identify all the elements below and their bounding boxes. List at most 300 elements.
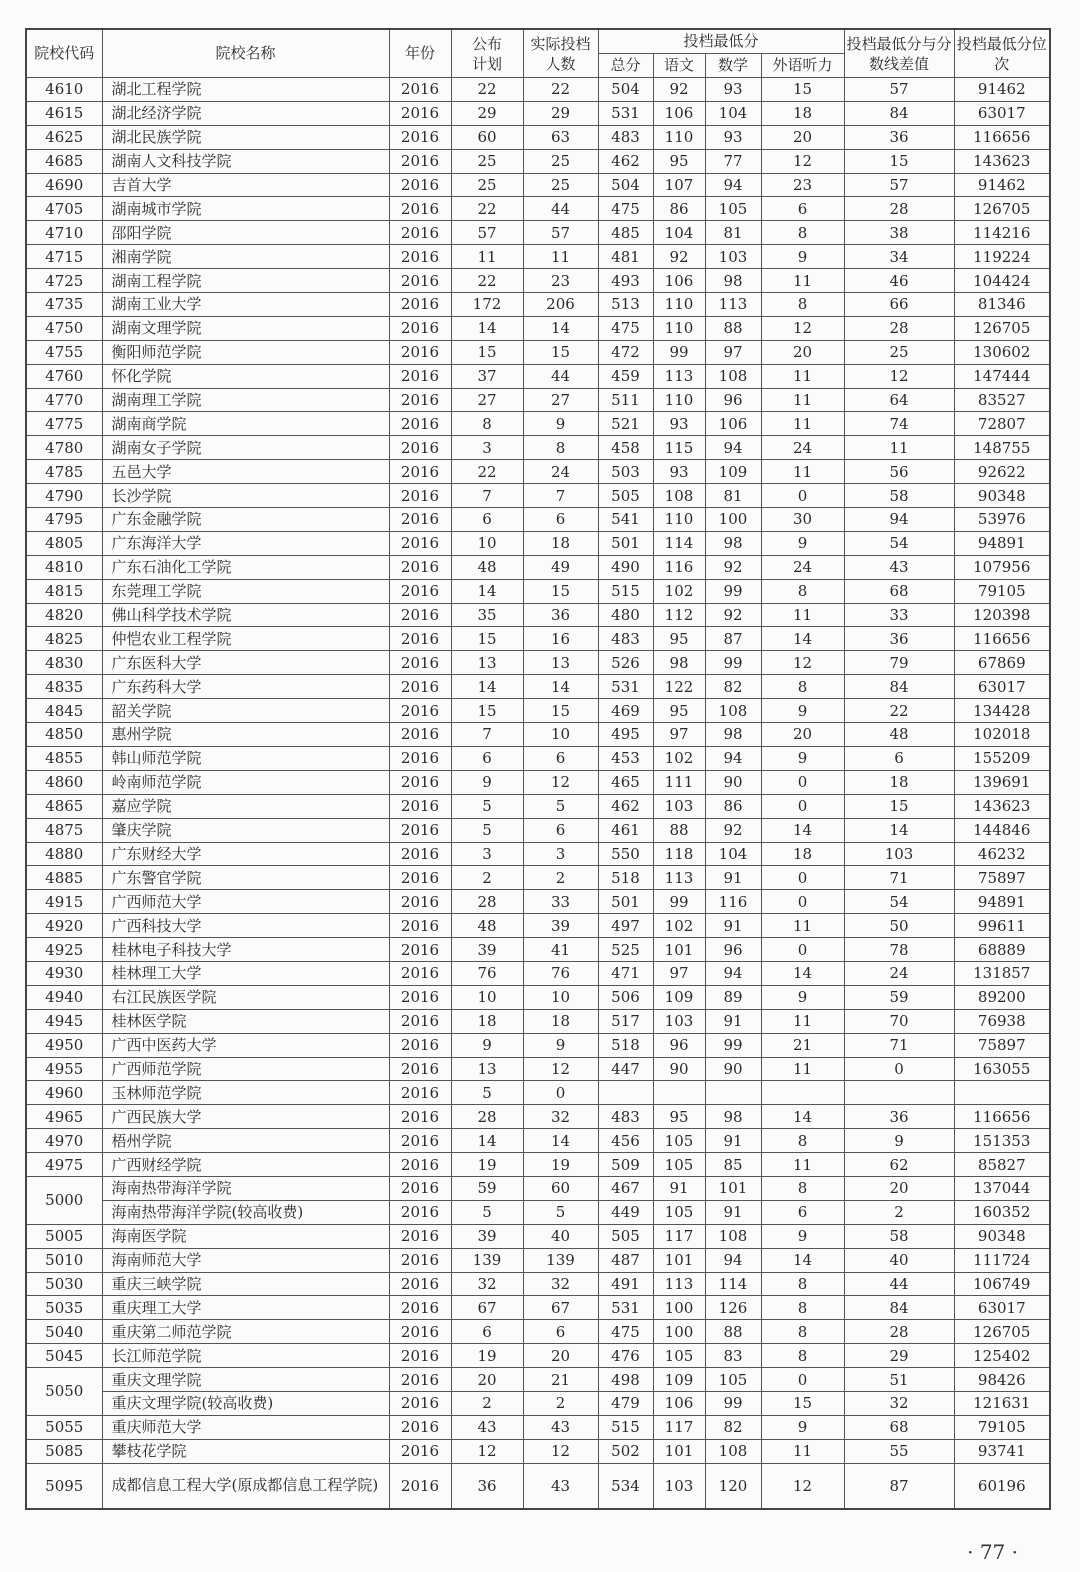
- table-cell: 2016: [389, 340, 451, 364]
- table-cell: 4810: [26, 555, 102, 579]
- table-cell: 湖北民族学院: [102, 125, 389, 149]
- table-cell: 2016: [389, 293, 451, 317]
- table-cell: 94891: [954, 890, 1050, 914]
- table-cell: 106: [653, 269, 705, 293]
- table-cell: 491: [598, 1272, 653, 1296]
- table-row: [26, 627, 1050, 651]
- table-cell: 526: [598, 651, 653, 675]
- table-cell: 5005: [26, 1224, 102, 1248]
- table-cell: 8: [761, 1344, 844, 1368]
- table-cell: 4830: [26, 651, 102, 675]
- table-cell: 505: [598, 1224, 653, 1248]
- table-cell: 28: [844, 316, 954, 340]
- table-cell: 9: [523, 412, 598, 436]
- table-cell: 5035: [26, 1296, 102, 1320]
- table-cell: 160352: [954, 1200, 1050, 1224]
- table-cell: 2016: [389, 1224, 451, 1248]
- table-row: [26, 269, 1050, 293]
- table-cell: 89200: [954, 985, 1050, 1009]
- table-cell: 66: [844, 293, 954, 317]
- table-cell: 10: [523, 985, 598, 1009]
- table-cell: 68889: [954, 938, 1050, 962]
- table-cell: 6: [523, 818, 598, 842]
- page-number: · 77 ·: [967, 1540, 1018, 1564]
- table-cell: 4785: [26, 460, 102, 484]
- table-cell: 4875: [26, 818, 102, 842]
- table-cell: 湖南人文科技学院: [102, 149, 389, 173]
- table-cell: 湖南女子学院: [102, 436, 389, 460]
- table-row: [26, 460, 1050, 484]
- table-row: [26, 508, 1050, 532]
- table-cell: 9: [844, 1129, 954, 1153]
- table-cell: 206: [523, 293, 598, 317]
- table-cell: 14: [844, 818, 954, 842]
- table-cell: 7: [451, 484, 523, 508]
- table-cell: 8: [761, 675, 844, 699]
- table-row: [26, 770, 1050, 794]
- table-cell: 12: [761, 149, 844, 173]
- table-cell: 11: [761, 1439, 844, 1463]
- table-row: [26, 914, 1050, 938]
- table-cell: 2016: [389, 1200, 451, 1224]
- table-cell: 5085: [26, 1439, 102, 1463]
- table-cell: 91462: [954, 173, 1050, 197]
- table-row: [26, 1463, 1050, 1509]
- table-cell: 广东警官学院: [102, 866, 389, 890]
- table-cell: 5: [523, 1200, 598, 1224]
- table-cell: 吉首大学: [102, 173, 389, 197]
- table-header: [26, 29, 1050, 78]
- table-cell: 2016: [389, 173, 451, 197]
- table-cell: 94: [705, 173, 761, 197]
- table-cell: 湖南城市学院: [102, 197, 389, 221]
- table-cell: 2016: [389, 460, 451, 484]
- table-cell: 85: [705, 1153, 761, 1177]
- table-cell: 2016: [389, 531, 451, 555]
- table-cell: 43: [451, 1415, 523, 1439]
- table-cell: 108: [705, 1224, 761, 1248]
- table-cell: 90348: [954, 484, 1050, 508]
- table-cell: 29: [844, 1344, 954, 1368]
- table-cell: 93: [653, 412, 705, 436]
- table-body: [26, 78, 1050, 1509]
- table-cell: 143623: [954, 794, 1050, 818]
- table-cell: 0: [761, 866, 844, 890]
- table-row: [26, 1129, 1050, 1153]
- table-row: [26, 1200, 1050, 1224]
- table-cell: 19: [451, 1344, 523, 1368]
- table-cell: 4715: [26, 245, 102, 269]
- table-cell: 114216: [954, 221, 1050, 245]
- table-cell: 55: [844, 1439, 954, 1463]
- table-cell: 14: [451, 316, 523, 340]
- table-cell: 92: [705, 555, 761, 579]
- table-cell: 13: [523, 651, 598, 675]
- table-cell: 79105: [954, 1415, 1050, 1439]
- table-cell: 5030: [26, 1272, 102, 1296]
- table-cell: 4975: [26, 1153, 102, 1177]
- table-cell: 143623: [954, 149, 1050, 173]
- table-cell: 4710: [26, 221, 102, 245]
- table-row: [26, 197, 1050, 221]
- table-cell: 2016: [389, 1415, 451, 1439]
- table-cell: 2016: [389, 1033, 451, 1057]
- table-cell: 36: [451, 1463, 523, 1509]
- table-cell: 108: [705, 699, 761, 723]
- table-row: [26, 794, 1050, 818]
- table-cell: 8: [761, 221, 844, 245]
- table-cell: 505: [598, 484, 653, 508]
- table-cell: 76938: [954, 1009, 1050, 1033]
- table-cell: 佛山科学技术学院: [102, 603, 389, 627]
- table-cell: 2016: [389, 746, 451, 770]
- table-cell: 3: [451, 842, 523, 866]
- table-cell: 4865: [26, 794, 102, 818]
- header-code: 院校代码: [26, 29, 102, 78]
- table-cell: 4970: [26, 1129, 102, 1153]
- table-cell: 462: [598, 794, 653, 818]
- table-cell: 92: [705, 603, 761, 627]
- table-cell: 12: [523, 1439, 598, 1463]
- table-cell: 485: [598, 221, 653, 245]
- table-row: [26, 125, 1050, 149]
- table-cell: 12: [844, 364, 954, 388]
- table-cell: 39: [451, 1224, 523, 1248]
- table-cell: 98: [705, 269, 761, 293]
- table-cell: 25: [844, 340, 954, 364]
- table-cell: 64: [844, 388, 954, 412]
- table-cell: 103: [844, 842, 954, 866]
- table-cell: 海南热带海洋学院: [102, 1176, 389, 1200]
- table-cell: 2016: [389, 78, 451, 102]
- table-cell: 广西民族大学: [102, 1105, 389, 1129]
- table-cell: 6: [523, 1320, 598, 1344]
- table-cell: 11: [761, 412, 844, 436]
- table-cell: 14: [451, 579, 523, 603]
- table-cell: 476: [598, 1344, 653, 1368]
- table-cell: 59: [844, 985, 954, 1009]
- table-cell: 湖南工业大学: [102, 293, 389, 317]
- table-cell: 11: [761, 269, 844, 293]
- table-cell: 海南师范大学: [102, 1248, 389, 1272]
- table-cell: 110: [653, 388, 705, 412]
- table-cell: 550: [598, 842, 653, 866]
- table-cell: 98: [705, 531, 761, 555]
- table-cell: 480: [598, 603, 653, 627]
- table-cell: 3: [451, 436, 523, 460]
- table-cell: 111: [653, 770, 705, 794]
- table-row: [26, 484, 1050, 508]
- table-cell: 97: [653, 723, 705, 747]
- table-row: [26, 866, 1050, 890]
- table-cell: 513: [598, 293, 653, 317]
- table-cell: 2: [523, 1391, 598, 1415]
- table-cell: 4920: [26, 914, 102, 938]
- table-cell: 23: [523, 269, 598, 293]
- table-cell: 28: [451, 1105, 523, 1129]
- table-cell: 12: [761, 316, 844, 340]
- table-cell: 右江民族医学院: [102, 985, 389, 1009]
- table-cell: 怀化学院: [102, 364, 389, 388]
- table-cell: 30: [761, 508, 844, 532]
- table-cell: 39: [523, 914, 598, 938]
- table-cell: 湖南理工学院: [102, 388, 389, 412]
- table-cell: 岭南师范学院: [102, 770, 389, 794]
- table-cell: 2016: [389, 1153, 451, 1177]
- table-cell: 98426: [954, 1368, 1050, 1392]
- table-cell: 71: [844, 866, 954, 890]
- table-cell: 32: [844, 1391, 954, 1415]
- table-cell: 81: [705, 221, 761, 245]
- table-row: [26, 531, 1050, 555]
- table-row: [26, 340, 1050, 364]
- table-cell: 40: [523, 1224, 598, 1248]
- table-cell: 9: [451, 1033, 523, 1057]
- table-cell: 22: [451, 460, 523, 484]
- table-cell: 115: [653, 436, 705, 460]
- table-cell: 14: [761, 627, 844, 651]
- table-cell: 2016: [389, 436, 451, 460]
- table-cell: 102: [653, 746, 705, 770]
- table-cell: 87: [705, 627, 761, 651]
- table-row: [26, 1153, 1050, 1177]
- table-cell: 15: [523, 340, 598, 364]
- table-cell: 58: [844, 1224, 954, 1248]
- table-row: [26, 1320, 1050, 1344]
- table-cell: 51: [844, 1368, 954, 1392]
- table-cell: 14: [523, 1129, 598, 1153]
- table-cell: 14: [523, 675, 598, 699]
- table-cell: 湖北工程学院: [102, 78, 389, 102]
- table-cell: 121631: [954, 1391, 1050, 1415]
- table-cell: 103: [705, 245, 761, 269]
- table-cell: 18: [451, 1009, 523, 1033]
- table-cell: 广东医科大学: [102, 651, 389, 675]
- table-cell: 36: [844, 1105, 954, 1129]
- table-cell: 86: [705, 794, 761, 818]
- table-cell: 100: [653, 1296, 705, 1320]
- table-cell: 471: [598, 961, 653, 985]
- table-cell: 湖南文理学院: [102, 316, 389, 340]
- table-cell: 95: [653, 699, 705, 723]
- table-cell: 101: [653, 938, 705, 962]
- table-cell: 11: [761, 364, 844, 388]
- table-cell: 5: [451, 1081, 523, 1105]
- table-cell: 9: [451, 770, 523, 794]
- table-cell: 4940: [26, 985, 102, 1009]
- table-cell: 4950: [26, 1033, 102, 1057]
- table-row: [26, 78, 1050, 102]
- table-cell: 84: [844, 675, 954, 699]
- table-row: [26, 699, 1050, 723]
- table-cell: 11: [761, 1057, 844, 1081]
- table-cell: 10: [451, 531, 523, 555]
- table-cell: 15: [523, 699, 598, 723]
- table-row: [26, 173, 1050, 197]
- table-cell: 43: [523, 1463, 598, 1509]
- table-cell: 24: [523, 460, 598, 484]
- table-cell: 113: [705, 293, 761, 317]
- table-cell: 541: [598, 508, 653, 532]
- table-cell: 483: [598, 1105, 653, 1129]
- table-cell: 94: [705, 961, 761, 985]
- table-cell: 102: [653, 914, 705, 938]
- table-cell: 2016: [389, 1248, 451, 1272]
- table-cell: 14: [451, 1129, 523, 1153]
- table-cell: 广东财经大学: [102, 842, 389, 866]
- table-cell: 22: [523, 78, 598, 102]
- table-cell: 116: [705, 890, 761, 914]
- table-cell: 36: [844, 125, 954, 149]
- table-cell: 13: [451, 1057, 523, 1081]
- table-cell: 509: [598, 1153, 653, 1177]
- table-cell: 163055: [954, 1057, 1050, 1081]
- table-cell: 29: [523, 101, 598, 125]
- table-cell: 102018: [954, 723, 1050, 747]
- table-cell: 14: [761, 818, 844, 842]
- table-cell: 79105: [954, 579, 1050, 603]
- table-cell: 126705: [954, 316, 1050, 340]
- table-cell: 113: [653, 364, 705, 388]
- table-cell: 5045: [26, 1344, 102, 1368]
- table-row: [26, 842, 1050, 866]
- table-cell: 2016: [389, 555, 451, 579]
- table-cell: 9: [761, 746, 844, 770]
- table-cell: 2016: [389, 149, 451, 173]
- table-cell: 117: [653, 1415, 705, 1439]
- table-cell: 34: [844, 245, 954, 269]
- table-cell: [954, 1081, 1050, 1105]
- table-cell: 44: [523, 364, 598, 388]
- table-cell: 63017: [954, 675, 1050, 699]
- table-cell: 4725: [26, 269, 102, 293]
- table-cell: 104: [653, 221, 705, 245]
- table-cell: 2016: [389, 1057, 451, 1081]
- table-cell: 2016: [389, 1272, 451, 1296]
- table-cell: 22: [451, 197, 523, 221]
- table-cell: 10: [523, 723, 598, 747]
- table-cell: 22: [844, 699, 954, 723]
- table-cell: 456: [598, 1129, 653, 1153]
- table-cell: 18: [761, 101, 844, 125]
- table-cell: 4760: [26, 364, 102, 388]
- table-cell: [705, 1081, 761, 1105]
- table-cell: 4955: [26, 1057, 102, 1081]
- table-cell: 21: [761, 1033, 844, 1057]
- table-cell: 125402: [954, 1344, 1050, 1368]
- table-cell: 2: [523, 866, 598, 890]
- table-cell: 56: [844, 460, 954, 484]
- table-cell: 50: [844, 914, 954, 938]
- table-cell: 93: [705, 78, 761, 102]
- table-cell: 21: [523, 1368, 598, 1392]
- table-cell: 25: [523, 173, 598, 197]
- table-cell: 广西师范大学: [102, 890, 389, 914]
- table-row: [26, 1105, 1050, 1129]
- table-cell: 99: [653, 340, 705, 364]
- table-cell: 15: [451, 340, 523, 364]
- table-cell: 2016: [389, 125, 451, 149]
- table-cell: 桂林医学院: [102, 1009, 389, 1033]
- table-row: [26, 1033, 1050, 1057]
- table-cell: 18: [844, 770, 954, 794]
- table-cell: 2016: [389, 961, 451, 985]
- table-cell: 116656: [954, 627, 1050, 651]
- table-cell: 109: [653, 985, 705, 1009]
- table-cell: 0: [761, 938, 844, 962]
- table-cell: 96: [705, 938, 761, 962]
- table-cell: 攀枝花学院: [102, 1439, 389, 1463]
- table-cell: 15: [844, 794, 954, 818]
- table-cell: 139: [523, 1248, 598, 1272]
- table-cell: 60: [523, 1176, 598, 1200]
- table-cell: 46: [844, 269, 954, 293]
- table-cell: 25: [451, 149, 523, 173]
- table-cell: 2016: [389, 1105, 451, 1129]
- table-cell: 94: [844, 508, 954, 532]
- table-cell: 36: [523, 603, 598, 627]
- table-cell: 广东药科大学: [102, 675, 389, 699]
- table-cell: 531: [598, 1296, 653, 1320]
- header-rank: 投档最低分位次: [954, 29, 1050, 78]
- table-cell: 14: [761, 1105, 844, 1129]
- table-cell: 2: [451, 1391, 523, 1415]
- table-cell: 106: [705, 412, 761, 436]
- table-cell: 103: [653, 1009, 705, 1033]
- table-cell: 广西财经学院: [102, 1153, 389, 1177]
- table-cell: 4750: [26, 316, 102, 340]
- table-cell: 0: [844, 1057, 954, 1081]
- table-cell: 4820: [26, 603, 102, 627]
- table-cell: 22: [451, 78, 523, 102]
- table-cell: 28: [451, 890, 523, 914]
- table-cell: 119224: [954, 245, 1050, 269]
- table-cell: 107956: [954, 555, 1050, 579]
- table-cell: 惠州学院: [102, 723, 389, 747]
- table-cell: 95: [653, 149, 705, 173]
- table-row: [26, 818, 1050, 842]
- table-cell: 48: [844, 723, 954, 747]
- table-cell: 67869: [954, 651, 1050, 675]
- table-row: [26, 1057, 1050, 1081]
- table-row: [26, 723, 1050, 747]
- table-cell: 110: [653, 316, 705, 340]
- table-cell: 14: [761, 961, 844, 985]
- table-cell: 4860: [26, 770, 102, 794]
- table-cell: 109: [705, 460, 761, 484]
- table-cell: 0: [761, 890, 844, 914]
- table-cell: 83527: [954, 388, 1050, 412]
- table-cell: 4825: [26, 627, 102, 651]
- table-cell: 2016: [389, 388, 451, 412]
- table-cell: 2016: [389, 1320, 451, 1344]
- table-cell: 475: [598, 1320, 653, 1344]
- table-cell: 82: [705, 675, 761, 699]
- table-cell: 94: [705, 746, 761, 770]
- table-cell: 515: [598, 579, 653, 603]
- table-cell: 6: [844, 746, 954, 770]
- header-math: 数学: [705, 54, 761, 78]
- table-cell: 12: [523, 770, 598, 794]
- table-cell: 126705: [954, 1320, 1050, 1344]
- table-cell: 3: [523, 842, 598, 866]
- header-listening: 外语听力: [761, 54, 844, 78]
- table-cell: 461: [598, 818, 653, 842]
- table-cell: 58: [844, 484, 954, 508]
- table-cell: 93741: [954, 1439, 1050, 1463]
- table-cell: 99: [705, 1391, 761, 1415]
- table-cell: 122: [653, 675, 705, 699]
